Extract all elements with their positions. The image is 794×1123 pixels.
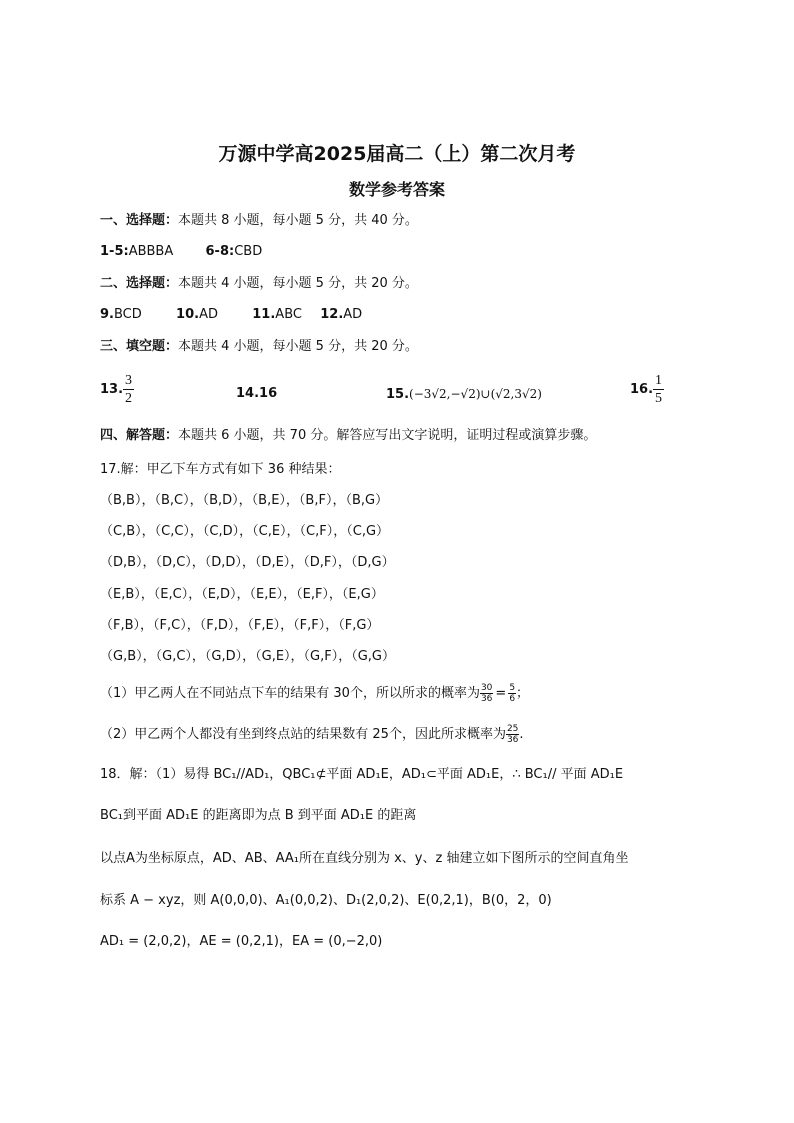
section-3-label: 三、填空题： [100,339,179,354]
q17-p1-num1: 30 [480,683,493,693]
answer-label-13: 13. [100,382,124,397]
answer-label-12: 12. [320,307,344,322]
q17-p1-end: ； [516,686,530,701]
answer-14 [236,385,277,403]
answer-13-numerator: 3 [125,373,133,388]
page-subtitle: 数学参考答案 [348,180,445,199]
q17-p1-den2: 6 [509,694,516,704]
q17-row: （E,B），（E,C），（E,D），（E,E），（E,F），（E,G） [100,587,384,602]
section-4-heading [100,427,596,445]
answer-13 [100,372,134,407]
answer-value-1-5: ABBBA [128,244,174,259]
q18-line-4: 标系 A − xyz，则 A(0,0,0)、A₁(0,0,2)、D₁(2,0,2)、E(0,2,1)，B(0，2，0) [100,893,552,908]
q17-intro: 17.解：甲乙下车方式有如下 36 种结果： [100,462,341,477]
section-4-label: 四、解答题： [100,428,179,443]
answer-label-11: 11. [252,307,276,322]
section-2-heading [100,275,418,293]
answer-value-10: AD [199,307,218,322]
q17-p2-num: 25 [506,724,519,734]
answers-1-8 [100,243,262,261]
answer-value-6-8: CBD [234,244,263,259]
q17-part1 [100,683,529,704]
answer-16-numerator: 1 [655,373,663,388]
q17-row: （B,B），（B,C），（B,D），（B,E），（B,F），（B,G） [100,493,389,508]
q18-line-3: 以点A为坐标原点，AD、AB、AA₁所在直线分别为 x、y、z 轴建立如下图所示的空间直角坐 [100,851,629,866]
q17-p1-num2: 5 [509,683,516,693]
q17-p2-end: . [519,727,524,742]
q17-row: （F,B），（F,C），（F,D），（F,E），（F,F），（F,G） [100,618,380,633]
q17-part2-fraction [506,724,519,745]
answer-value-12: AD [343,307,363,322]
answer-value-15: (−3√2,−√2)∪(√2,3√2) [409,387,542,401]
answer-16-fraction [653,372,664,407]
answer-label-6-8: 6-8: [205,244,235,259]
section-2-text: 本题共 4 小题，每小题 5 分，共 20 分。 [178,276,418,291]
answer-16-denominator: 5 [655,391,663,406]
q17-part1-fraction-2 [508,683,516,704]
answer-label-10: 10. [176,307,200,322]
q17-part1-text: （1）甲乙两人在不同站点下车的结果有 30个，所以所求的概率为 [100,686,480,701]
q17-p1-den1: 36 [480,694,493,704]
q17-row: （D,B），（D,C），（D,D），（D,E），（D,F），（D,G） [100,555,395,570]
answer-label-9: 9. [100,307,114,322]
answer-label-1-5: 1-5: [100,244,129,259]
section-3-text: 本题共 4 小题，每小题 5 分，共 20 分。 [178,339,418,354]
q18-line-1: 18．解：（1）易得 BC₁//AD₁，QBC₁⊄平面 AD₁E，AD₁⊂平面 AD₁E，∴ BC₁// 平面 AD₁E [100,767,624,782]
answer-16 [630,372,664,407]
q17-p2-den: 36 [506,735,519,745]
answer-label-15: 15. [386,387,410,402]
answers-9-12 [100,306,362,324]
q17-row: （G,B），（G,C），（G,D），（G,E），（G,F），（G,G） [100,649,396,664]
q17-row: （C,B），（C,C），（C,D），（C,E），（C,F），（C,G） [100,524,390,539]
answer-label-16: 16. [630,382,654,397]
answer-13-fraction [123,372,134,407]
answer-label-14: 14. [236,386,260,401]
section-3-heading [100,338,418,356]
section-2-label: 二、选择题： [100,276,179,291]
answer-15 [386,385,542,404]
q17-part2-text: （2）甲乙两个人都没有坐到终点站的结果数有 25个，因此所求概率为 [100,727,506,742]
section-1-heading [100,212,418,230]
q17-part2 [100,724,524,745]
answer-value-9: BCD [113,307,142,322]
q17-p1-equals: = [495,686,507,701]
answer-value-11: ABC [275,307,302,322]
section-4-text: 本题共 6 小题，共 70 分。解答应写出文字说明，证明过程或演算步骤。 [178,428,597,443]
page-title: 万源中学高2025届高二（上）第二次月考 [218,143,576,165]
section-1-text: 本题共 8 小题，每小题 5 分，共 40 分。 [178,213,418,228]
answer-13-denominator: 2 [125,391,133,406]
q18-line-5: AD₁ = (2,0,2)，AE = (0,2,1)，EA = (0,−2,0) [100,934,383,949]
answer-value-14: 16 [259,386,278,401]
q17-part1-fraction-1 [480,683,493,704]
section-1-label: 一、选择题： [100,213,179,228]
q18-line-2: BC₁到平面 AD₁E 的距离即为点 B 到平面 AD₁E 的距离 [100,808,417,823]
